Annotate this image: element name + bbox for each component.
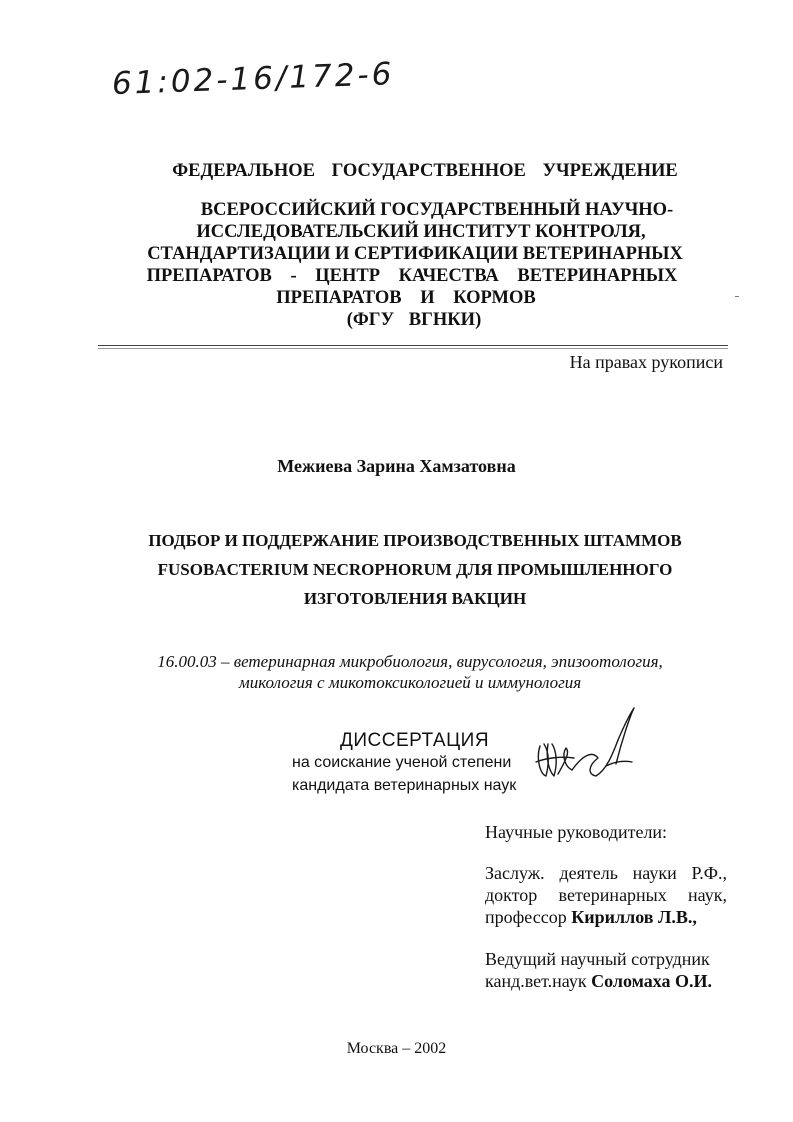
author-name: Межиева Зарина Хамзатовна <box>277 456 516 476</box>
specialty <box>90 651 730 693</box>
archive-code: 61:02-16/172-6 <box>111 56 395 102</box>
supervisor-1-name: Кириллов Л.В., <box>571 907 697 927</box>
supervisor-1-title: Заслуж. деятель науки Р.Ф., <box>485 863 727 883</box>
title-line-3: ИЗГОТОВЛЕНИЯ ВАКЦИН <box>303 589 527 608</box>
specialty-line-1: 16.00.03 – ветеринарная микробиология, вирусология, эпизоотология, <box>157 652 663 671</box>
signature <box>526 700 641 800</box>
supervisor-1-name-line <box>485 906 727 928</box>
title-line-2: FUSOBACTERIUM NECROPHORUM ДЛЯ ПРОМЫШЛЕННОГО <box>157 560 673 579</box>
institution-abbreviation: (ФГУ ВГНКИ) <box>346 310 482 330</box>
dissertation-title <box>90 526 740 613</box>
title-line-1: ПОДБОР И ПОДДЕРЖАНИЕ ПРОИЗВОДСТВЕННЫХ ШТАММОВ <box>148 531 682 550</box>
institution-name-line-5: ПРЕПАРАТОВ И КОРМОВ <box>276 288 536 308</box>
manuscript-rights: На правах рукописи <box>569 352 723 372</box>
city-year: Москва – 2002 <box>346 1040 447 1057</box>
degree-line-2: кандидата ветеринарных наук <box>292 777 517 794</box>
supervisor-1-rank: профессор <box>485 907 572 927</box>
institution-name-line-3: СТАНДАРТИЗАЦИИ И СЕРТИФИКАЦИИ ВЕТЕРИНАРНЫХ <box>147 244 683 264</box>
institution-name-line-4: ПРЕПАРАТОВ - ЦЕНТР КАЧЕСТВА ВЕТЕРИНАРНЫХ <box>146 266 678 286</box>
dissertation-word: ДИССЕРТАЦИЯ <box>340 730 490 751</box>
header-divider <box>98 345 728 346</box>
supervisors-heading: Научные руководители: <box>485 822 668 842</box>
supervisor-2-name: Соломаха О.И. <box>591 971 713 991</box>
supervisor-1-degree: доктор ветеринарных наук, <box>485 885 727 905</box>
institution-name-line-2: ИССЛЕДОВАТЕЛЬСКИЙ ИНСТИТУТ КОНТРОЛЯ, <box>196 222 646 242</box>
specialty-line-2: микология с микотоксикологией и иммунология <box>238 673 582 692</box>
supervisor-2-position: Ведущий научный сотрудник <box>485 949 710 969</box>
institution-name-line-1: ВСЕРОССИЙСКИЙ ГОСУДАРСТВЕННЫЙ НАУЧНО- <box>200 200 674 220</box>
supervisor-2-name-line <box>485 970 727 992</box>
scan-mark <box>735 296 739 297</box>
institution-type: ФЕДЕРАЛЬНОЕ ГОСУДАРСТВЕННОЕ УЧРЕЖДЕНИЕ <box>172 161 678 181</box>
supervisor-2-degree: канд.вет.наук <box>485 971 592 991</box>
degree-line-1: на соискание ученой степени <box>292 754 512 771</box>
header-divider-shadow <box>98 348 728 349</box>
